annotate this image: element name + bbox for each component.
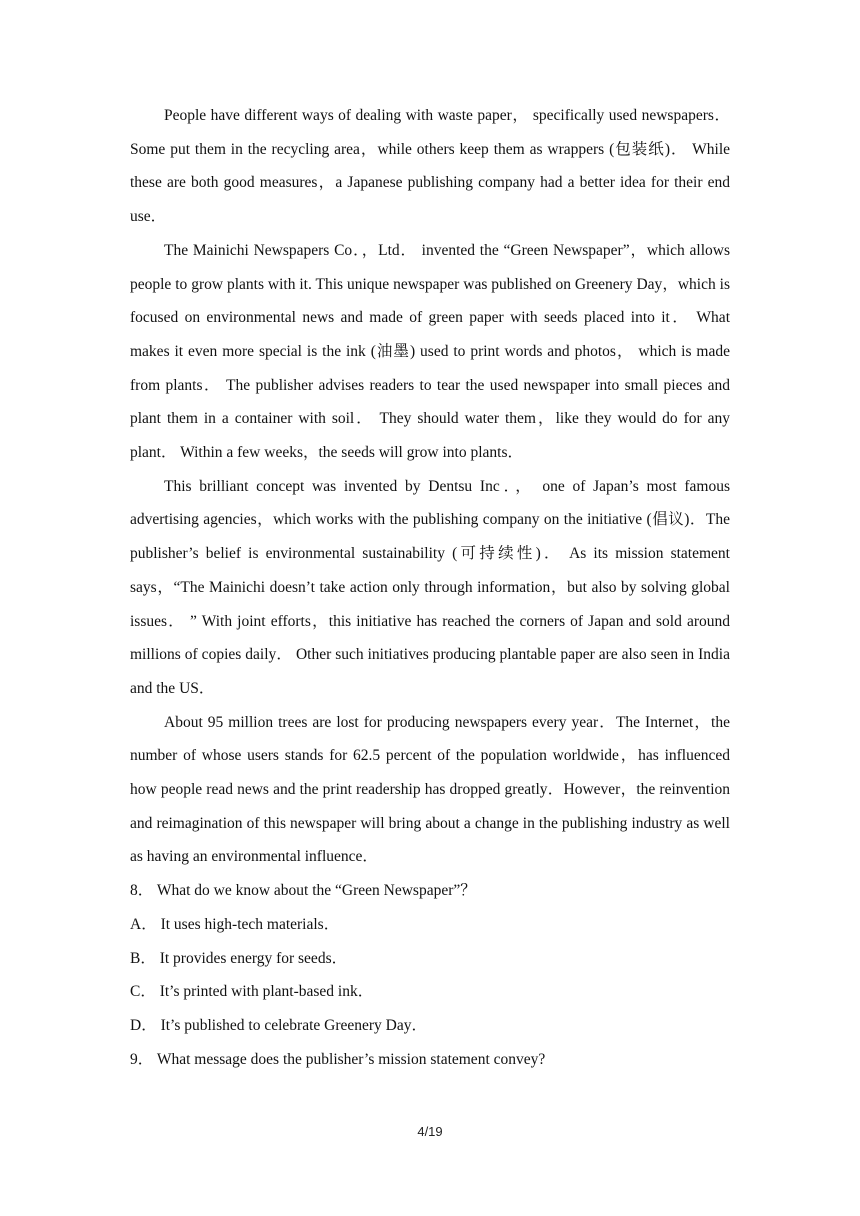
- option-a: A． It uses high-tech materials．: [130, 915, 340, 933]
- option-b: B． It provides energy for seeds．: [130, 949, 348, 967]
- document-body: [130, 99, 730, 1076]
- passage-paragraph-1: People have different ways of dealing with waste paper， specifically used newspapers． Some put them in the recycling area，while others keep them as wrappers (包装纸)． While these are both good measures，a Japanese publishing company had a better idea for their end use．: [130, 107, 730, 226]
- question-9: [130, 1043, 730, 1077]
- passage-paragraph-3: This brilliant concept was invented by Dentsu Inc．， one of Japan’s most famous advertising agencies，which works with the publishing company on the initiative (倡议)．The publisher’s belief is environmental sustainability (可持续性)． As its mission statement says，“The Mainichi doesn’t take action only through information，but also by solving global issues． ” With joint efforts，this initiative has reached the corners of Japan and sold around millions of copies daily． Other such initiatives producing plantable paper are also seen in India and the US．: [130, 477, 730, 697]
- option-d: D． It’s published to celebrate Greenery Day．: [130, 1016, 427, 1034]
- question-stem: 8． What do we know about the “Green Newspaper”？: [130, 882, 476, 900]
- option-c: C． It’s printed with plant-based ink．: [130, 983, 374, 1001]
- question-stem: 9． What message does the publisher’s mission statement convey?: [130, 1050, 546, 1068]
- page-number: 4/19: [417, 1124, 443, 1139]
- passage-paragraph-2: The Mainichi Newspapers Co．，Ltd． invented the “Green Newspaper”，which allows people to grow plants with it. This unique newspaper was published on Greenery Day，which is focused on environmental news and made of green paper with seeds placed into it． What makes it even more special is the ink (油墨) used to print words and photos， which is made from plants． The publisher advises readers to tear the used newspaper into small pieces and plant them in a container with soil． They should water them，like they would do for any plant． Within a few weeks，the seeds will grow into plants．: [130, 241, 730, 462]
- passage-paragraph-4: About 95 million trees are lost for producing newspapers every year．The Internet，the number of whose users stands for 62.5 percent of the population worldwide，has influenced how people read news and the print readership has dropped greatly．However，the reinvention and reimagination of this newspaper will bring about a change in the publishing industry as well as having an environmental influence．: [130, 713, 730, 866]
- question-8: [130, 874, 730, 1043]
